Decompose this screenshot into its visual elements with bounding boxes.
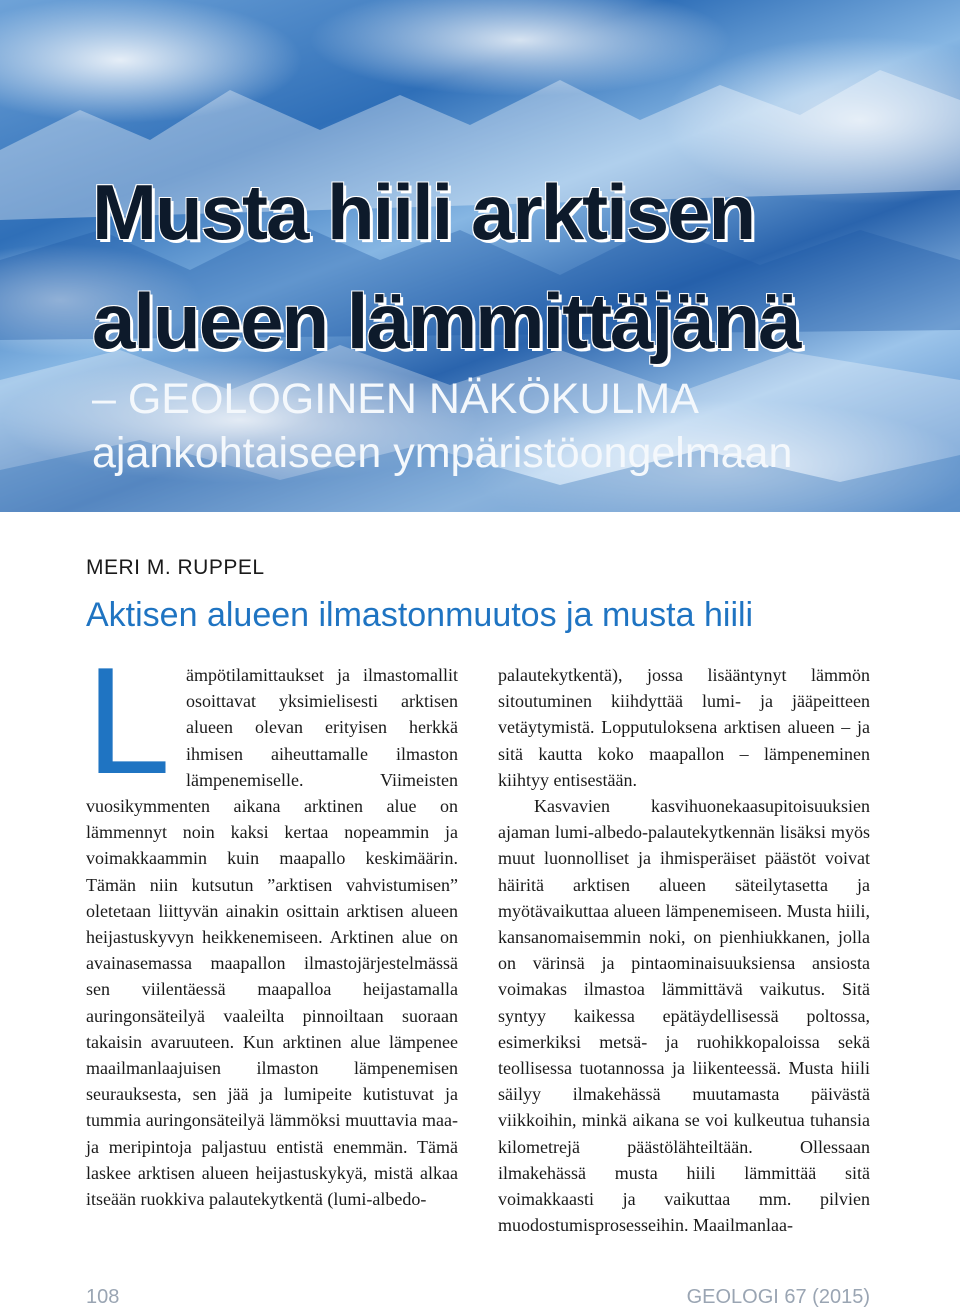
title-line-1: Musta hiili arktisen <box>92 168 755 256</box>
article-subtitle <box>92 372 792 480</box>
title-line-2: alueen lämmittäjänä <box>92 277 800 366</box>
left-column <box>86 636 458 1212</box>
subtitle-line-1: – GEOLOGINEN NÄKÖKULMA <box>92 375 699 423</box>
right-column-paragraph-2: Kasvavien kasvihuonekaasupitoisuuksien ajaman lumi-albedo-palautekytkennän lisäksi myös muut luonnolliset ja ihmisperäiset päästöt voivat häiritä arktisen alueen säteilytasetta ja myötävaikuttaa alueen lämpenemiseen. Musta hiili, kansanomaisemmin noki, on pienhiukkanen, jolla on värinsä ja pintaominaisuuksiensa ansiosta voimakas ilmastoa lämmittävä vaikutus. Sitä syntyy kaikessa epätäydellisessä poltossa, esimerkiksi metsä- ja ruohikkopaloissa sekä teollisessa tuotannossa ja liikenteessä. Musta hiili säilyy ilmakehässä muutamasta päivästä viikkoihin, minkä aikana se voi kulkeutua tuhansia kilometrejä päästölähteiltään. Ollessaan ilmakehässä musta hiili lämmittää sitä voimakkaasti ja vaikuttaa mm. pilvien muodostumisprosesseihin. Maailmanlaa- <box>498 796 870 1236</box>
left-column-text: ämpötilamittaukset ja ilmastomallit osoittavat yksimielisesti arktisen alueen olevan erityisen herkkä ihmisen aiheuttamalle ilmaston lämpenemiselle. Viimeisten vuosikymmenten aikana arktinen alue on lämmennyt noin kaksi kertaa nopeammin ja voimakkaammin kuin maapallo keskimäärin. Tämän niin kutsutun ”arktisen vahvistumisen” oletetaan liittyvän ainakin osittain arktisen alueen heijastuskyvyn heikkenemiseen. Arktinen alue on avainasemassa maapallon ilmastojärjestelmässä sen viilentäessä maapalloa heijastamalla auringonsäteilyä vaaleilta pinnoiltaan suoraan takaisin avaruuteen. Kun arktinen alue lämpenee maailmanlaajuisen ilmaston lämpenemisen seurauksesta, sen jää ja lumipeite kutistuvat ja tummia auringonsäteilyä lämmöksi muuttavia maa- ja meripintoja paljastuu entistä enemmän. Tämä laskee arktisen alueen heijastuskykyä, mistä alkaa itseään ruokkiva palautekytkentä (lumi-albedo- <box>86 665 458 1210</box>
drop-cap: L <box>86 636 171 806</box>
section-heading: Aktisen alueen ilmastonmuutos ja musta hiili <box>86 596 754 634</box>
hero-image <box>0 0 960 512</box>
subtitle-line-2: ajankohtaiseen ympäristöongelmaan <box>92 429 793 477</box>
page-number: 108 <box>86 1286 120 1308</box>
journal-issue: GEOLOGI 67 (2015) <box>686 1286 870 1308</box>
author-name: MERI M. RUPPEL <box>86 556 265 579</box>
article-title <box>92 158 800 376</box>
right-column <box>498 662 870 1238</box>
right-column-paragraph-1: palautekytkentä), jossa lisääntynyt lämmön sitoutuminen kiihdyttää lumi- ja jääpeitteen vetäytymistä. Lopputuloksena arktisen alueen – ja sitä kautta koko maapallon – lämpeneminen kiihtyy entisestään. <box>498 665 870 790</box>
